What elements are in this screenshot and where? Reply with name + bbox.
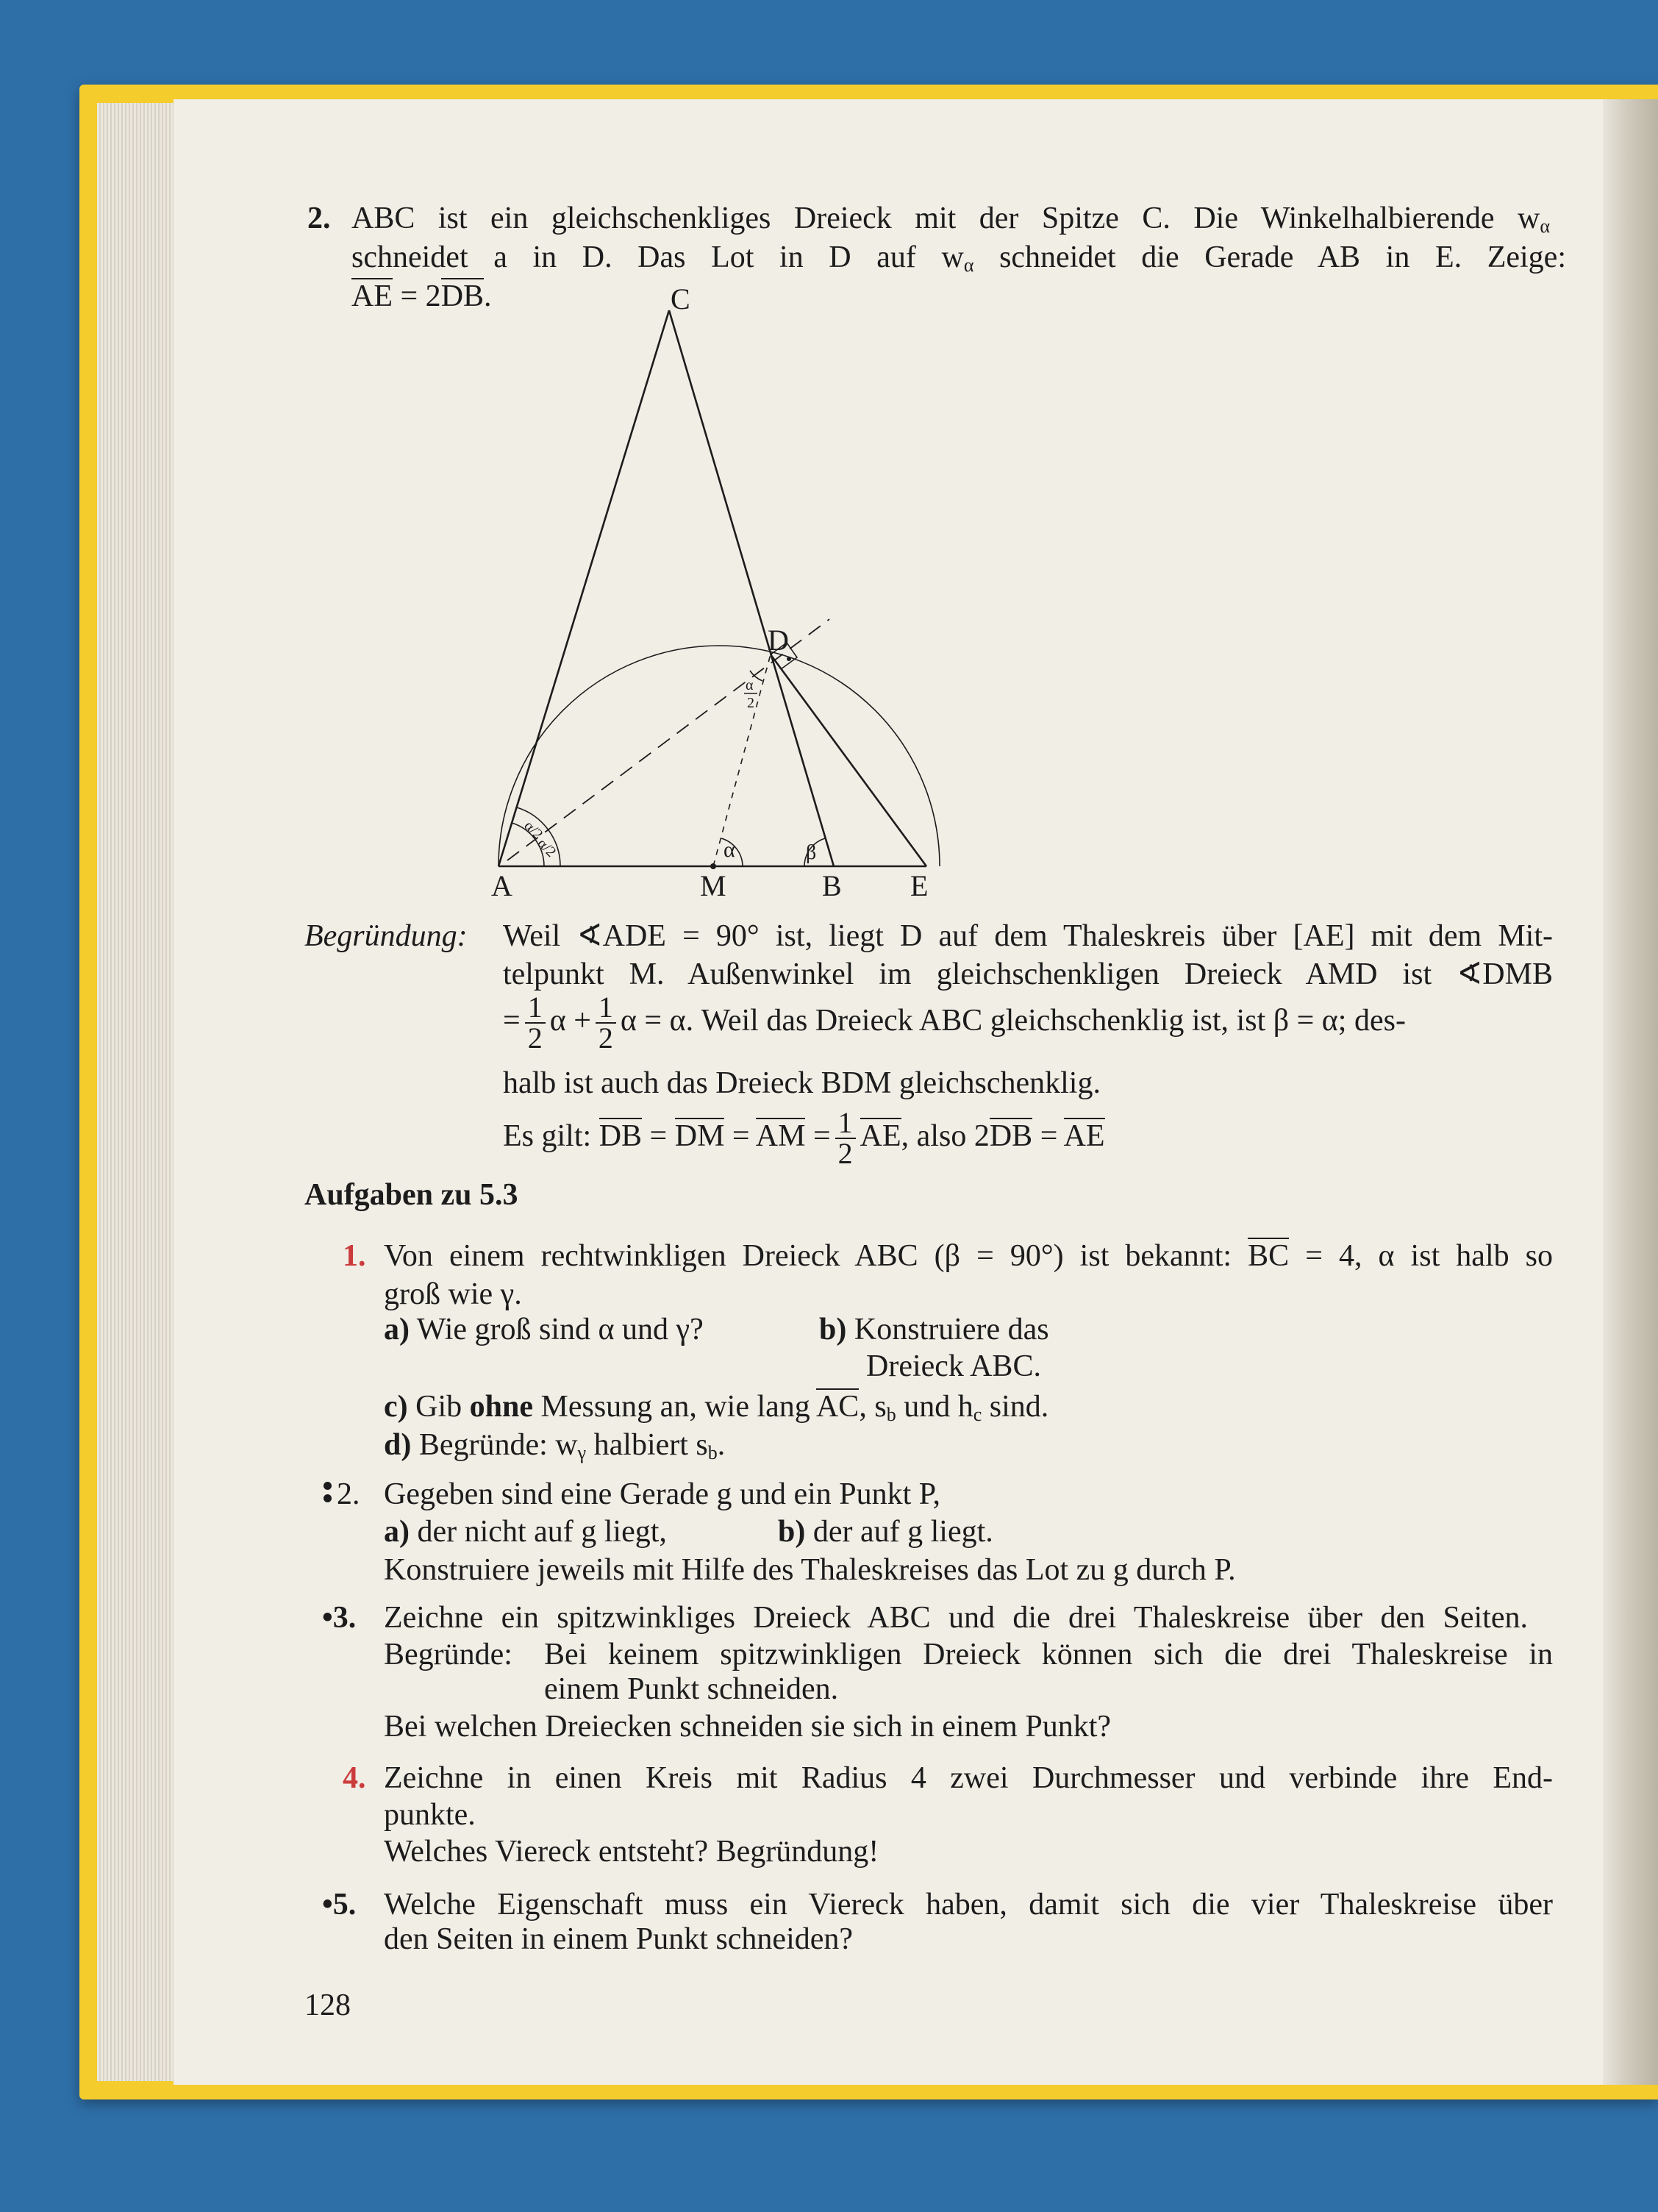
label-b: B xyxy=(822,869,842,902)
label-d: D xyxy=(768,624,789,657)
problem-number: 2. xyxy=(307,201,331,235)
task-line: Von einem rechtwinkligen Dreieck ABC (β = 90°) ist bekannt: BC = 4, α ist halb so xyxy=(384,1239,1554,1273)
label-c: C xyxy=(671,282,690,315)
task-line: Bei welchen Dreiecken schneiden sie sich in einem Punkt? xyxy=(384,1710,1112,1744)
problem-line: schneidet a in D. Das Lot in D auf $w_\alpha$ schneidet die Gerade AB in E. Zeige: xyxy=(351,240,1566,276)
label-m: M xyxy=(700,869,726,902)
task-line: groß wie γ. xyxy=(384,1277,522,1311)
begruendung-line: = $\frac{1}{2}$ α + $\frac{1}{2}$ α = α. Weil das Dreieck ABC gleichschenklig ist, ist β = α; des- xyxy=(503,991,1406,1055)
angle-label-half-alpha-d: 2 xyxy=(747,695,754,711)
task-line: Konstruiere jeweils mit Hilfe des Thaleskreises das Lot zu g durch P. xyxy=(384,1553,1236,1587)
page-number: 128 xyxy=(304,1988,351,2022)
begruendung-line: Es gilt: DB = DM = AM = $\frac{1}{2}$ AE, also 2DB = AE xyxy=(503,1106,1105,1171)
begruendung-label: Begründung: xyxy=(304,919,468,953)
begruendung-line: Weil ∢ADE = 90° ist, liegt D auf dem Thaleskreis über [AE] mit dem Mit- xyxy=(503,919,1553,953)
task-subitem: d) Begründe: $w_\gamma$ halbiert $s_b$. xyxy=(384,1428,726,1463)
task-line: Bei keinem spitzwinkligen Dreieck können sich die drei Thaleskreise in xyxy=(544,1638,1553,1672)
fraction-half: $\frac{1}{2}$ xyxy=(596,993,616,1053)
page-edges xyxy=(97,103,184,2081)
task-subitem: Dreieck ABC. xyxy=(866,1349,1041,1383)
task-line: Zeichne in einen Kreis mit Radius 4 zwei Durchmesser und verbinde ihre End- xyxy=(384,1761,1553,1795)
task-number: •5. xyxy=(322,1888,357,1922)
task-number: 2. xyxy=(337,1477,360,1511)
angle-label-half-alpha: α/2 xyxy=(534,835,560,860)
task-number: •3. xyxy=(322,1601,357,1635)
task-subitem: a) Wie groß sind α und γ? xyxy=(384,1313,704,1346)
angle-label-half-alpha: α/2 xyxy=(521,817,546,843)
task-subitem: a) der nicht auf g liegt, xyxy=(384,1515,667,1549)
angle-label-half-alpha-d: α xyxy=(746,677,754,693)
task-number: 4. xyxy=(343,1761,366,1795)
problem-line: AE = 2DB. xyxy=(351,279,492,313)
begruendung-line: halb ist auch das Dreieck BDM gleichschenklig. xyxy=(503,1066,1101,1100)
task-line: Welche Eigenschaft muss ein Viereck haben, damit sich die vier Thaleskreise über xyxy=(384,1888,1553,1922)
problem-line: ABC ist ein gleichschenkliges Dreieck mit der Spitze C. Die Winkelhalbierende $w_\alpha$ xyxy=(351,201,1550,237)
two-dots-icon xyxy=(324,1476,334,1502)
task-line: Zeichne ein spitzwinkliges Dreieck ABC und die drei Thaleskreise über den Seiten. xyxy=(384,1601,1528,1635)
begruendung-line: telpunkt M. Außenwinkel im gleichschenkligen Dreieck AMD ist ∢DMB xyxy=(503,957,1553,991)
task-line: einem Punkt schneiden. xyxy=(544,1672,839,1706)
task-line: Welches Viereck entsteht? Begründung! xyxy=(384,1835,879,1869)
fraction-half: $\frac{1}{2}$ xyxy=(525,993,546,1053)
book-gutter xyxy=(1603,99,1658,2085)
task-number: 1. xyxy=(343,1239,366,1273)
label-e: E xyxy=(910,869,929,902)
task-line: Gegeben sind eine Gerade g und ein Punkt P, xyxy=(384,1477,941,1511)
angle-label-beta: β xyxy=(806,841,817,864)
angle-label-alpha: α xyxy=(723,838,735,862)
task-subitem: b) der auf g liegt. xyxy=(778,1515,993,1549)
task-subitem: b) Konstruiere das xyxy=(819,1313,1049,1346)
task-line: den Seiten in einem Punkt schneiden? xyxy=(384,1922,854,1956)
section-title: Aufgaben zu 5.3 xyxy=(304,1178,518,1212)
task-line: punkte. xyxy=(384,1798,476,1832)
label-a: A xyxy=(491,869,512,902)
fraction-half: $\frac{1}{2}$ xyxy=(835,1108,856,1169)
task-line: Begründe: xyxy=(384,1638,512,1672)
task-subitem: c) Gib ohne Messung an, wie lang AC, $s_b$ und $h_c$ sind. xyxy=(384,1390,1049,1425)
